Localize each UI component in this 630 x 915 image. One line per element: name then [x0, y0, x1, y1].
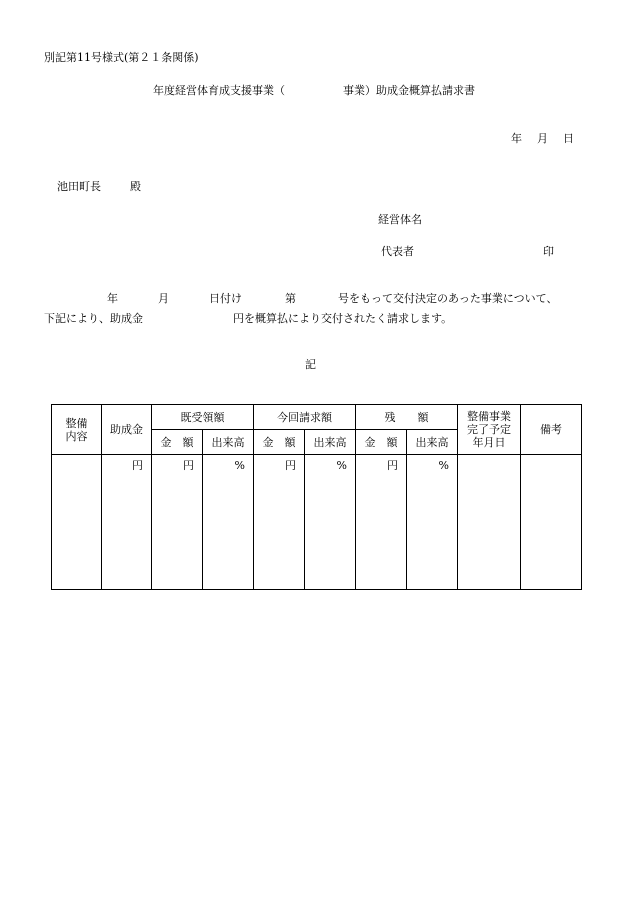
- date-month: 月: [537, 132, 548, 145]
- header-notes: 備考: [521, 405, 582, 455]
- ki-heading: 記: [305, 358, 316, 371]
- org-name-label: 経営体名: [378, 213, 422, 226]
- date-year: 年: [511, 132, 522, 145]
- header-remaining: 残 額: [356, 405, 458, 430]
- body-year: 年: [107, 292, 118, 305]
- sub-remaining-amount: 金 額: [356, 430, 407, 455]
- sub-current-amount: 金 額: [254, 430, 305, 455]
- cell-remaining-progress[interactable]: %: [407, 455, 458, 590]
- body-dated: 日付け: [209, 292, 242, 305]
- addressee-honorific: 殿: [130, 180, 141, 193]
- cell-schedule[interactable]: [458, 455, 521, 590]
- cell-current-progress[interactable]: %: [305, 455, 356, 590]
- representative-label: 代表者: [381, 245, 414, 258]
- header-content: 整備 内容: [52, 405, 102, 455]
- cell-remaining-amount[interactable]: 円: [356, 455, 407, 590]
- body-line1-rest: 号をもって交付決定のあった事業について、: [338, 292, 558, 305]
- sub-current-progress: 出来高: [305, 430, 356, 455]
- title-prefix: 年度経営体育成支援事業（: [153, 84, 285, 97]
- body-month: 月: [158, 292, 169, 305]
- header-received: 既受領額: [152, 405, 254, 430]
- header-current: 今回請求額: [254, 405, 356, 430]
- body-line2-a: 下記により、助成金: [44, 312, 143, 325]
- sub-received-progress: 出来高: [203, 430, 254, 455]
- cell-received-amount[interactable]: 円: [152, 455, 203, 590]
- sub-received-amount: 金 額: [152, 430, 203, 455]
- header-schedule: 整備事業 完了予定 年月日: [458, 405, 521, 455]
- addressee-name: 池田町長: [57, 180, 101, 193]
- form-label: 別記第11号様式(第２１条関係): [44, 51, 199, 64]
- title-suffix: 事業）助成金概算払請求書: [343, 84, 475, 97]
- request-table: [51, 404, 582, 590]
- cell-content[interactable]: [52, 455, 102, 590]
- header-grant: 助成金: [102, 405, 152, 455]
- body-line2-b: 円を概算払により交付されたく請求します。: [233, 312, 453, 325]
- seal-mark: 印: [543, 245, 554, 258]
- body-number-prefix: 第: [285, 292, 296, 305]
- cell-received-progress[interactable]: %: [203, 455, 254, 590]
- date-day: 日: [563, 132, 574, 145]
- sub-remaining-progress: 出来高: [407, 430, 458, 455]
- cell-notes[interactable]: [521, 455, 582, 590]
- cell-current-amount[interactable]: 円: [254, 455, 305, 590]
- cell-grant[interactable]: 円: [102, 455, 152, 590]
